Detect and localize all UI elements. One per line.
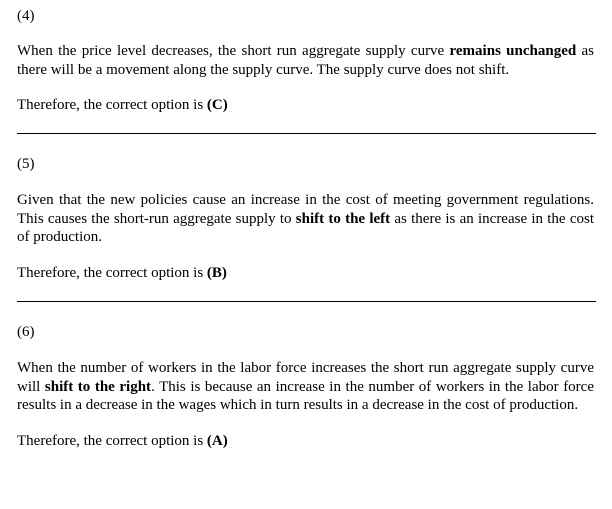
explanation-text: When the number of workers in the labor force increases the short run aggregate supply curve will [17,360,594,395]
section-number: (6) [17,324,35,340]
explanation-text: . This is because an increase in the number of workers in the labor force results in a decrease in the wages which in turn results in a decrease in the cost of production. [17,378,594,413]
section-explanation [17,191,594,247]
answer-prefix: Therefore, the correct option is [17,264,207,281]
explanation-text: as there will be a movement along the supply curve. The supply curve does not shift. [17,43,594,78]
answer-option: (C) [206,97,228,113]
section-explanation [17,42,594,79]
answer-line [17,432,594,450]
explanation-text: When the price level decreases, the short run aggregate supply curve [17,43,450,59]
explanation-bold: remains unchanged [449,43,577,59]
explanation-bold: shift to the right [44,378,152,395]
section-number: (5) [17,156,35,172]
divider [17,133,596,134]
explanation-text: as there is an increase in the cost of production. [17,210,594,245]
explanation-bold: shift to the left [295,210,391,227]
section-4 [17,7,594,114]
answer-line [17,96,594,114]
divider [17,301,596,302]
answer-prefix: Therefore, the correct option is [17,97,207,113]
answer-line [17,264,594,282]
section-explanation [17,359,594,415]
section-5 [17,155,594,282]
answer-option: (B) [206,264,227,281]
answer-prefix: Therefore, the correct option is [17,432,207,449]
explanation-text: Given that the new policies cause an increase in the cost of meeting government regulations. This causes the short-run aggregate supply to [17,192,594,227]
section-number: (4) [17,8,35,24]
answer-option: (A) [206,432,228,449]
section-6 [17,323,594,450]
